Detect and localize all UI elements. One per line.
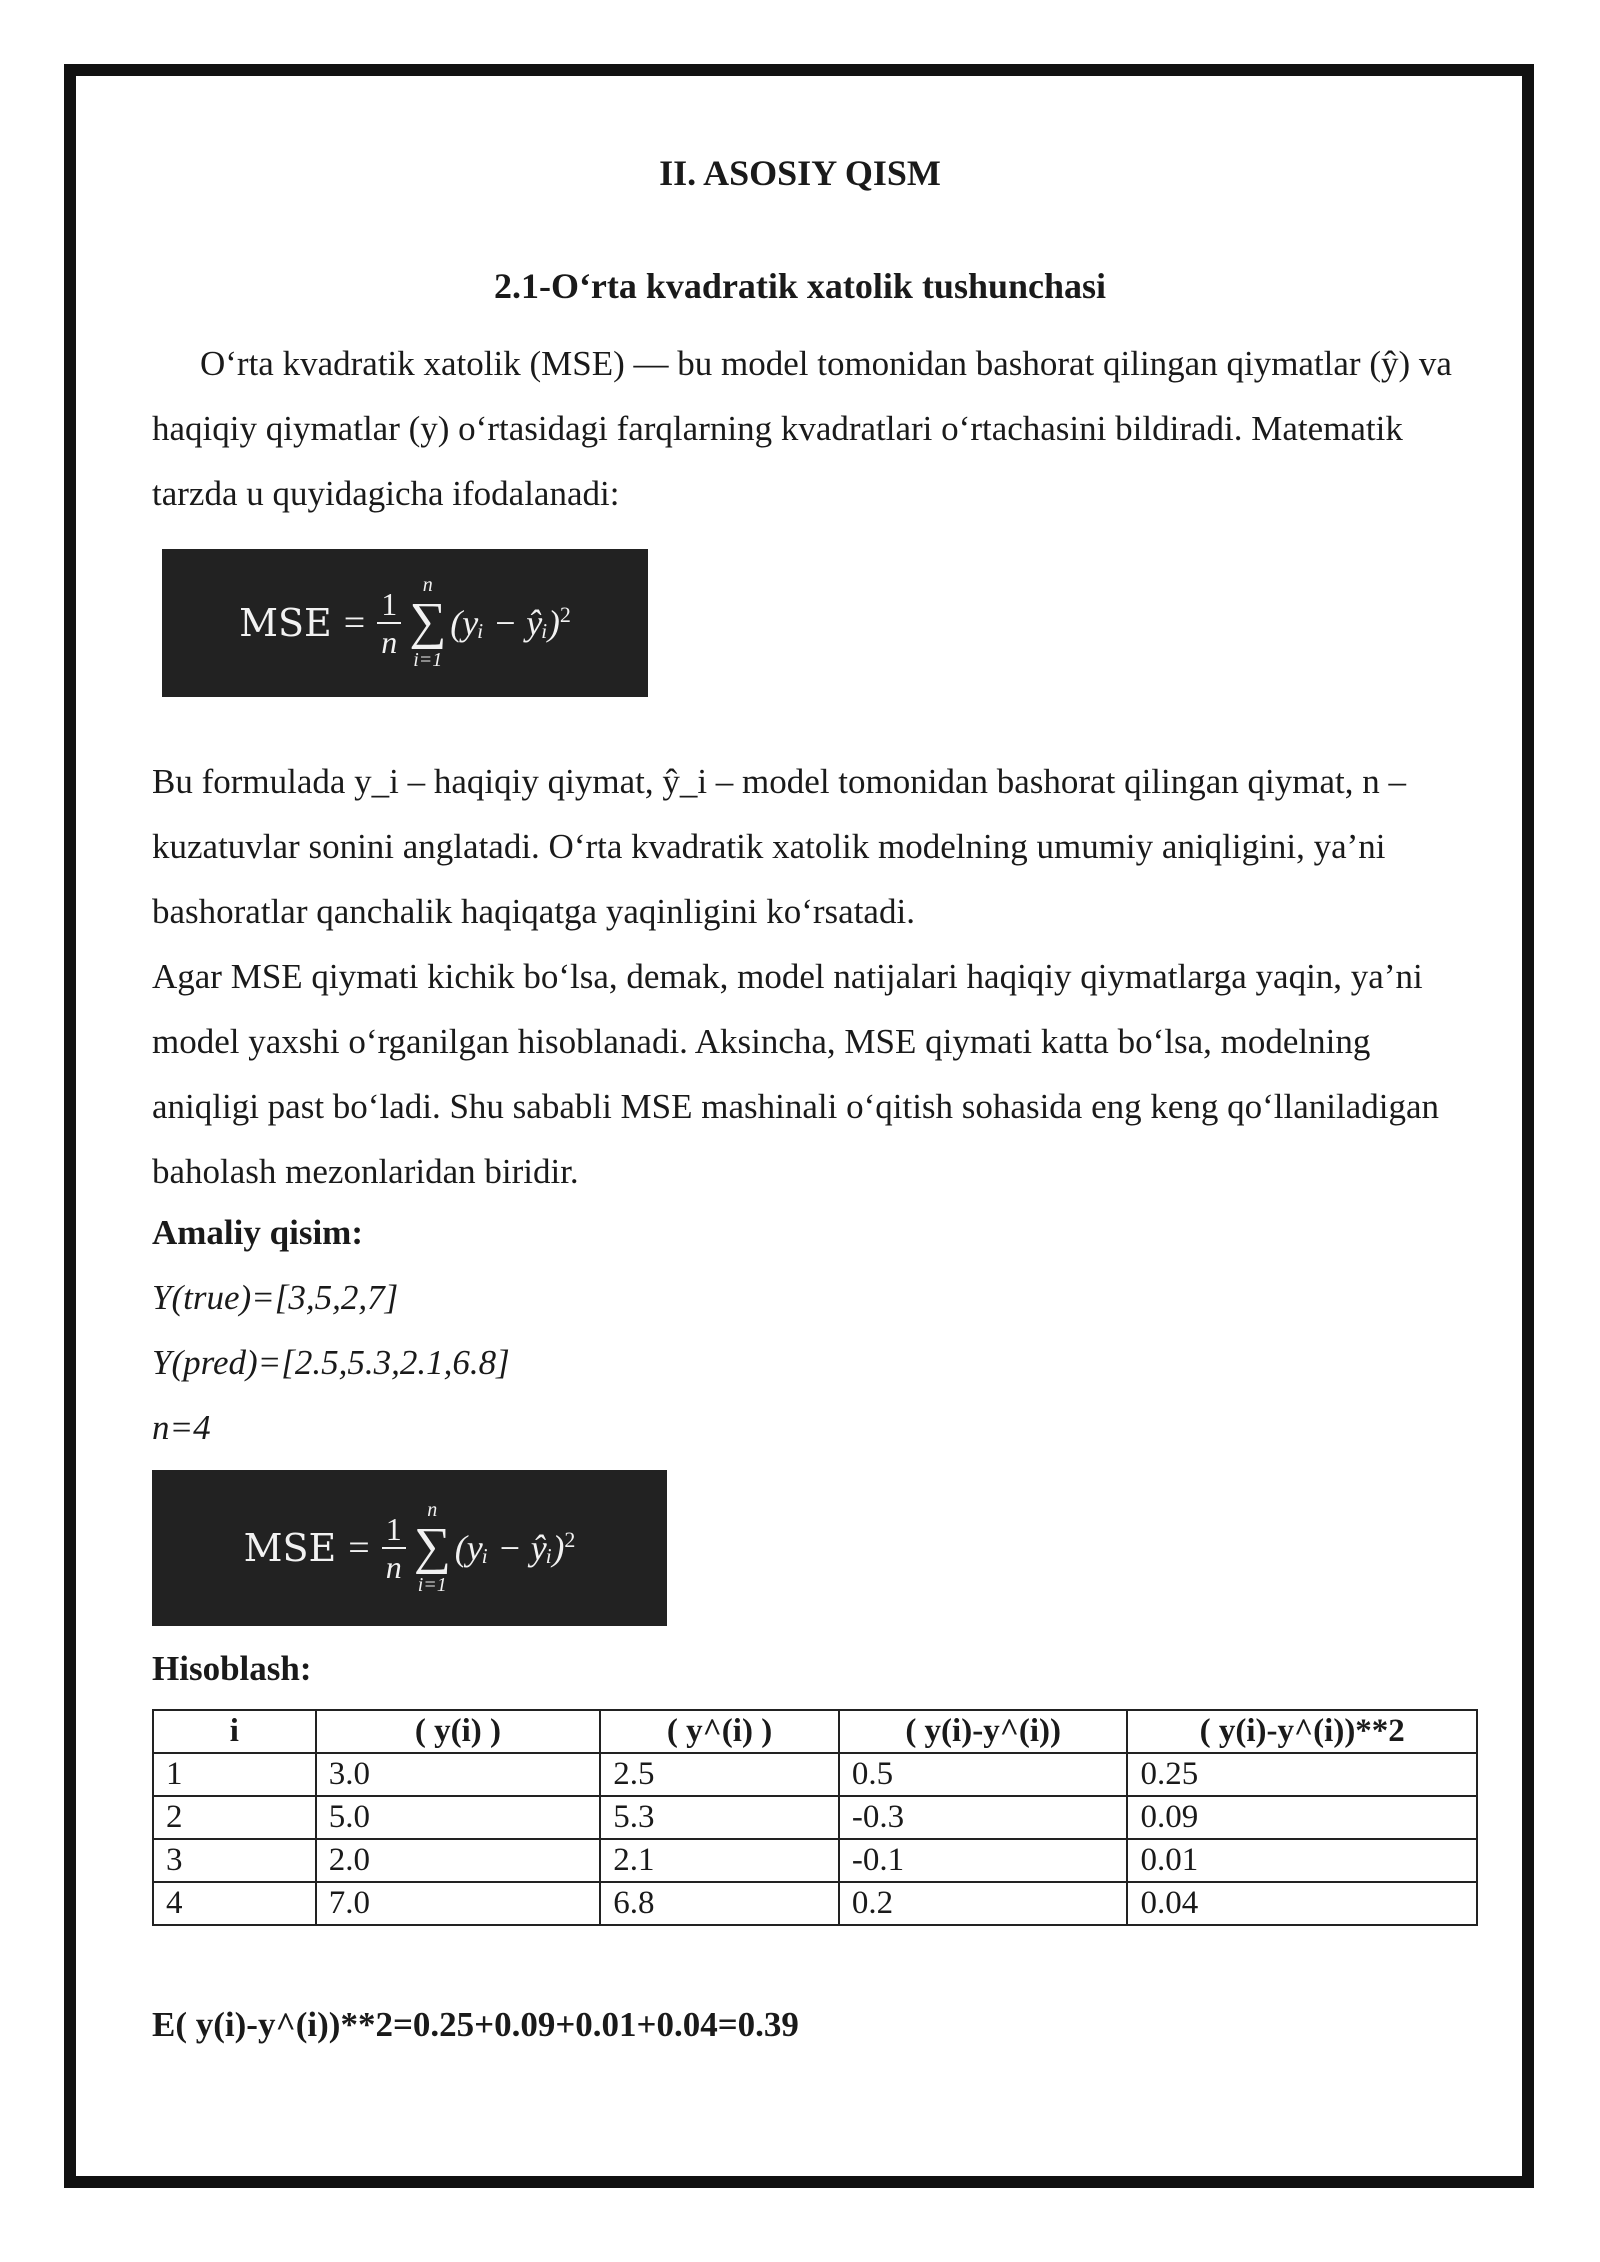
formula-exponent: 2: [564, 1527, 576, 1552]
formula-fraction: [382, 1511, 406, 1585]
practical-label: Amaliy qisim:: [152, 1213, 363, 1252]
intro-paragraph: O‘rta kvadratik xatolik (MSE) — bu model tomonidan bashorat qilingan qiymatlar (ŷ) va haqiqiy qiymatlar (y) o‘rtasidagi farqlarning kvadratlari o‘rtachasini bildiradi. Matematik tarzda u quyidagicha ifodalanadi:: [152, 344, 1452, 513]
explanation-paragraph-2: Agar MSE qiymati kichik bo‘lsa, demak, model natijalari haqiqiy qiymatlarga yaqin, ya’ni model yaxshi o‘rganilgan hisoblanadi. Aksincha, MSE qiymati katta bo‘lsa, modelning aniqligi past bo‘ladi. Shu sababli MSE mashinali o‘qitish sohasida eng keng qo‘llaniladigan baholash mezonlaridan biridir.: [152, 957, 1440, 1191]
fraction-denominator: n: [385, 1549, 402, 1585]
y-true-line: Y(true)=[3,5,2,7]: [152, 1278, 399, 1317]
mse-formula-image-2: [152, 1470, 667, 1626]
calculation-table: [152, 1709, 1478, 1926]
formula-equals: =: [343, 602, 366, 644]
table-cell: 3: [153, 1839, 316, 1882]
sum-lower-limit: i=1: [417, 1574, 447, 1596]
table-cell: -0.1: [839, 1839, 1128, 1882]
table-header-row: [153, 1710, 1477, 1753]
subsection-heading: 2.1-O‘rta kvadratik xatolik tushunchasi: [493, 266, 1107, 306]
table-cell: 6.8: [600, 1882, 839, 1925]
table-cell: 0.04: [1127, 1882, 1477, 1925]
formula-lhs: MSE: [243, 1526, 337, 1570]
sigma-symbol: ∑: [409, 593, 447, 650]
formula-term: (yᵢ − ŷᵢ)$^2$: [454, 1527, 576, 1568]
table-cell: 0.25: [1127, 1753, 1477, 1796]
fraction-denominator: n: [381, 624, 398, 660]
sum-upper-limit: n: [427, 1499, 438, 1521]
table-cell: 2: [153, 1796, 316, 1839]
formula-fraction: [377, 586, 401, 660]
table-cell: 4: [153, 1882, 316, 1925]
table-cell: 5.0: [316, 1796, 601, 1839]
table-row: [153, 1796, 1477, 1839]
table-cell: 7.0: [316, 1882, 601, 1925]
table-cell: 2.5: [600, 1753, 839, 1796]
fraction-numerator: 1: [382, 1511, 406, 1549]
column-header-i: i: [153, 1710, 316, 1753]
table-row: [153, 1882, 1477, 1925]
fraction-numerator: 1: [377, 586, 401, 624]
section-heading: II. ASOSIY QISM: [659, 153, 941, 193]
calc-label: Hisoblash:: [152, 1649, 312, 1688]
mse-formula-image-1: [162, 549, 648, 697]
table-cell: 0.2: [839, 1882, 1128, 1925]
table-cell: 0.5: [839, 1753, 1128, 1796]
summation: [409, 575, 446, 671]
formula-lhs: MSE: [239, 601, 332, 645]
table-row: [153, 1753, 1477, 1796]
table-cell: 3.0: [316, 1753, 601, 1796]
formula-exponent: 2: [559, 602, 571, 627]
explanation-paragraph-1: Bu formulada y_i – haqiqiy qiymat, ŷ_i – model tomonidan bashorat qilingan qiymat, n – kuzatuvlar sonini anglatadi. O‘rta kvadratik xatolik modelning umumiy aniqligini, ya’ni bashoratlar qanchalik haqiqatga yaqinligini ko‘rsatadi.: [152, 762, 1406, 931]
sum-lower-limit: i=1: [413, 649, 443, 671]
formula-equals: =: [348, 1527, 370, 1569]
column-header-y-true: ( y(i) ): [316, 1710, 601, 1753]
y-pred-line: Y(pred)=[2.5,5.3,2.1,6.8]: [152, 1343, 510, 1382]
table-cell: -0.3: [839, 1796, 1128, 1839]
table-cell: 2.1: [600, 1839, 839, 1882]
formula-term: (yᵢ − ŷᵢ)$^2$: [450, 602, 571, 643]
sigma-symbol: ∑: [413, 1518, 451, 1575]
table-row: [153, 1839, 1477, 1882]
table-cell: 5.3: [600, 1796, 839, 1839]
table-cell: 0.01: [1127, 1839, 1477, 1882]
table-cell: 1: [153, 1753, 316, 1796]
sum-result: E( y(i)-y^(i))**2=0.25+0.09+0.01+0.04=0.39: [152, 2005, 799, 2044]
column-header-difference: ( y(i)-y^(i)): [839, 1710, 1128, 1753]
sum-upper-limit: n: [422, 574, 433, 596]
column-header-y-pred: ( y^(i) ): [600, 1710, 839, 1753]
summation: [414, 1500, 451, 1596]
column-header-squared-difference: ( y(i)-y^(i))**2: [1127, 1710, 1477, 1753]
table-cell: 0.09: [1127, 1796, 1477, 1839]
table-cell: 2.0: [316, 1839, 601, 1882]
n-value-line: n=4: [152, 1408, 211, 1447]
